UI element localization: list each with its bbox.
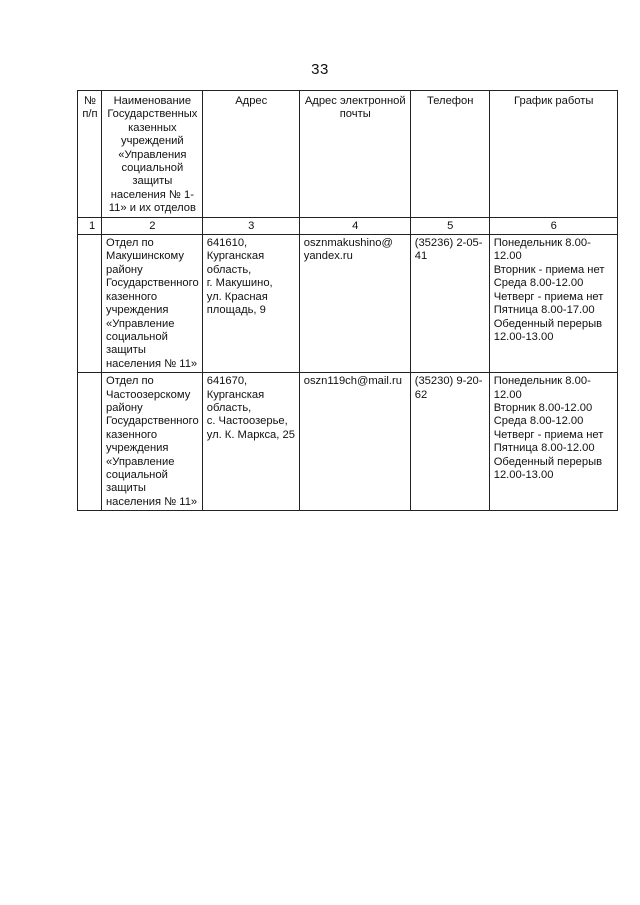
cell-text-line: Среда 8.00-12.00	[493, 415, 584, 428]
cell-text-line: 41	[414, 250, 428, 263]
cell-text-line: 12.00-13.00	[493, 468, 554, 481]
cell-text-line: району	[106, 401, 143, 414]
cell-text-line: площадь, 9	[206, 304, 266, 317]
header-text-line: почты	[339, 108, 371, 121]
cell-text-line: Понедельник 8.00-	[493, 375, 591, 388]
cell-text-line: Отдел по	[106, 375, 154, 388]
column-number: 5	[410, 217, 489, 234]
cell-text-line: Макушинскому	[106, 250, 184, 263]
cell-text-line: osznmakushino@	[303, 237, 393, 250]
cell-text-line: защиты	[106, 344, 146, 357]
cell-text-line: область,	[206, 401, 252, 414]
page-number: 33	[311, 61, 329, 78]
cell-text-line: с. Частоозерье,	[206, 415, 288, 428]
cell-text-line: Курганская	[206, 250, 265, 263]
cell-text-line: району	[106, 263, 143, 276]
row-phone-cell	[410, 373, 489, 511]
cell-text-line: казенного	[106, 290, 158, 303]
cell-text-line: Обеденный перерыв	[493, 317, 603, 330]
cell-text-line: г. Макушино,	[206, 277, 273, 290]
cell-text-line: Четверг - приема нет	[493, 290, 604, 303]
header-text-line: №	[83, 95, 96, 107]
cell-text-line: защиты	[106, 482, 146, 495]
cell-text-line: «Управление	[106, 455, 175, 468]
header-text-line: учреждений	[121, 135, 184, 148]
row-address-cell	[202, 235, 299, 373]
column-number: 1	[78, 217, 102, 234]
column-number: 4	[299, 217, 410, 234]
cell-text-line: (35230) 9-20-	[414, 375, 483, 388]
cell-text-line: 12.00	[493, 250, 522, 263]
header-text-line: казенных	[128, 121, 177, 134]
row-schedule-cell	[489, 373, 617, 511]
cell-text-line: учреждения	[106, 442, 169, 455]
row-email-cell	[299, 373, 410, 511]
row-address-cell	[202, 373, 299, 511]
column-numbers-row	[78, 217, 618, 234]
cell-text-line: населения № 11»	[106, 495, 198, 508]
header-num	[78, 91, 102, 218]
row-num-cell	[78, 373, 102, 511]
header-text-line: Наименование	[113, 95, 192, 107]
cell-text-line: (35236) 2-05-	[414, 237, 483, 250]
cell-text-line: «Управление	[106, 317, 175, 330]
row-name-cell	[102, 373, 203, 511]
header-text-line: «Управления	[118, 148, 187, 161]
table-row	[78, 373, 618, 511]
cell-text-line: Обеденный перерыв	[493, 455, 603, 468]
cell-text-line: Государственного	[106, 277, 199, 290]
cell-text-line: Среда 8.00-12.00	[493, 277, 584, 290]
cell-text-line: область,	[206, 263, 252, 276]
header-address	[202, 91, 299, 218]
header-text-line: Телефон	[427, 95, 474, 107]
cell-text-line: учреждения	[106, 304, 169, 317]
cell-text-line: oszn119ch@mail.ru	[303, 375, 402, 388]
table-row	[78, 235, 618, 373]
cell-text-line: социальной	[106, 468, 168, 481]
cell-text-line: 641670,	[206, 375, 248, 388]
cell-text-line: социальной	[106, 330, 168, 343]
table-body	[78, 235, 618, 511]
row-schedule-cell	[489, 235, 617, 373]
cell-text-line: ул. Красная	[206, 290, 268, 303]
cell-text-line: Частоозерскому	[106, 388, 191, 401]
header-text-line: Адрес	[235, 95, 268, 107]
cell-text-line: Пятница 8.00-17.00	[493, 304, 595, 317]
column-number: 2	[102, 217, 203, 234]
cell-text-line: 12.00	[493, 388, 522, 401]
header-row	[78, 91, 618, 218]
cell-text-line: казенного	[106, 428, 158, 441]
header-phone	[410, 91, 489, 218]
cell-text-line: 62	[414, 388, 428, 401]
header-text-line: социальной	[121, 162, 184, 175]
column-number: 3	[202, 217, 299, 234]
cell-text-line: 12.00-13.00	[493, 330, 554, 343]
header-schedule	[489, 91, 617, 218]
cell-text-line: ул. К. Маркса, 25	[206, 428, 295, 441]
header-text-line: защиты	[132, 175, 173, 188]
cell-text-line: Вторник - приема нет	[493, 263, 605, 276]
column-number: 6	[489, 217, 617, 234]
cell-text-line: населения № 11»	[106, 357, 198, 370]
institutions-table	[77, 90, 618, 511]
header-text-line: 11» и их отделов	[108, 202, 196, 215]
header-text-line: п/п	[82, 108, 98, 121]
row-email-cell	[299, 235, 410, 373]
cell-text-line: Отдел по	[106, 237, 154, 250]
cell-text-line: Вторник 8.00-12.00	[493, 401, 593, 414]
row-phone-cell	[410, 235, 489, 373]
cell-text-line: Понедельник 8.00-	[493, 237, 591, 250]
cell-text-line: yandex.ru	[303, 250, 353, 263]
header-text-line: График работы	[514, 95, 594, 107]
header-email	[299, 91, 410, 218]
cell-text-line: Государственного	[106, 415, 199, 428]
cell-text-line: Пятница 8.00-12.00	[493, 442, 595, 455]
cell-text-line: Курганская	[206, 388, 265, 401]
header-name	[102, 91, 203, 218]
row-name-cell	[102, 235, 203, 373]
header-text-line: населения № 1-	[110, 188, 194, 201]
cell-text-line: Четверг - приема нет	[493, 428, 604, 441]
header-text-line: Адрес электронной	[304, 95, 406, 107]
row-num-cell	[78, 235, 102, 373]
header-text-line: Государственных	[107, 108, 198, 121]
cell-text-line: 641610,	[206, 237, 248, 250]
